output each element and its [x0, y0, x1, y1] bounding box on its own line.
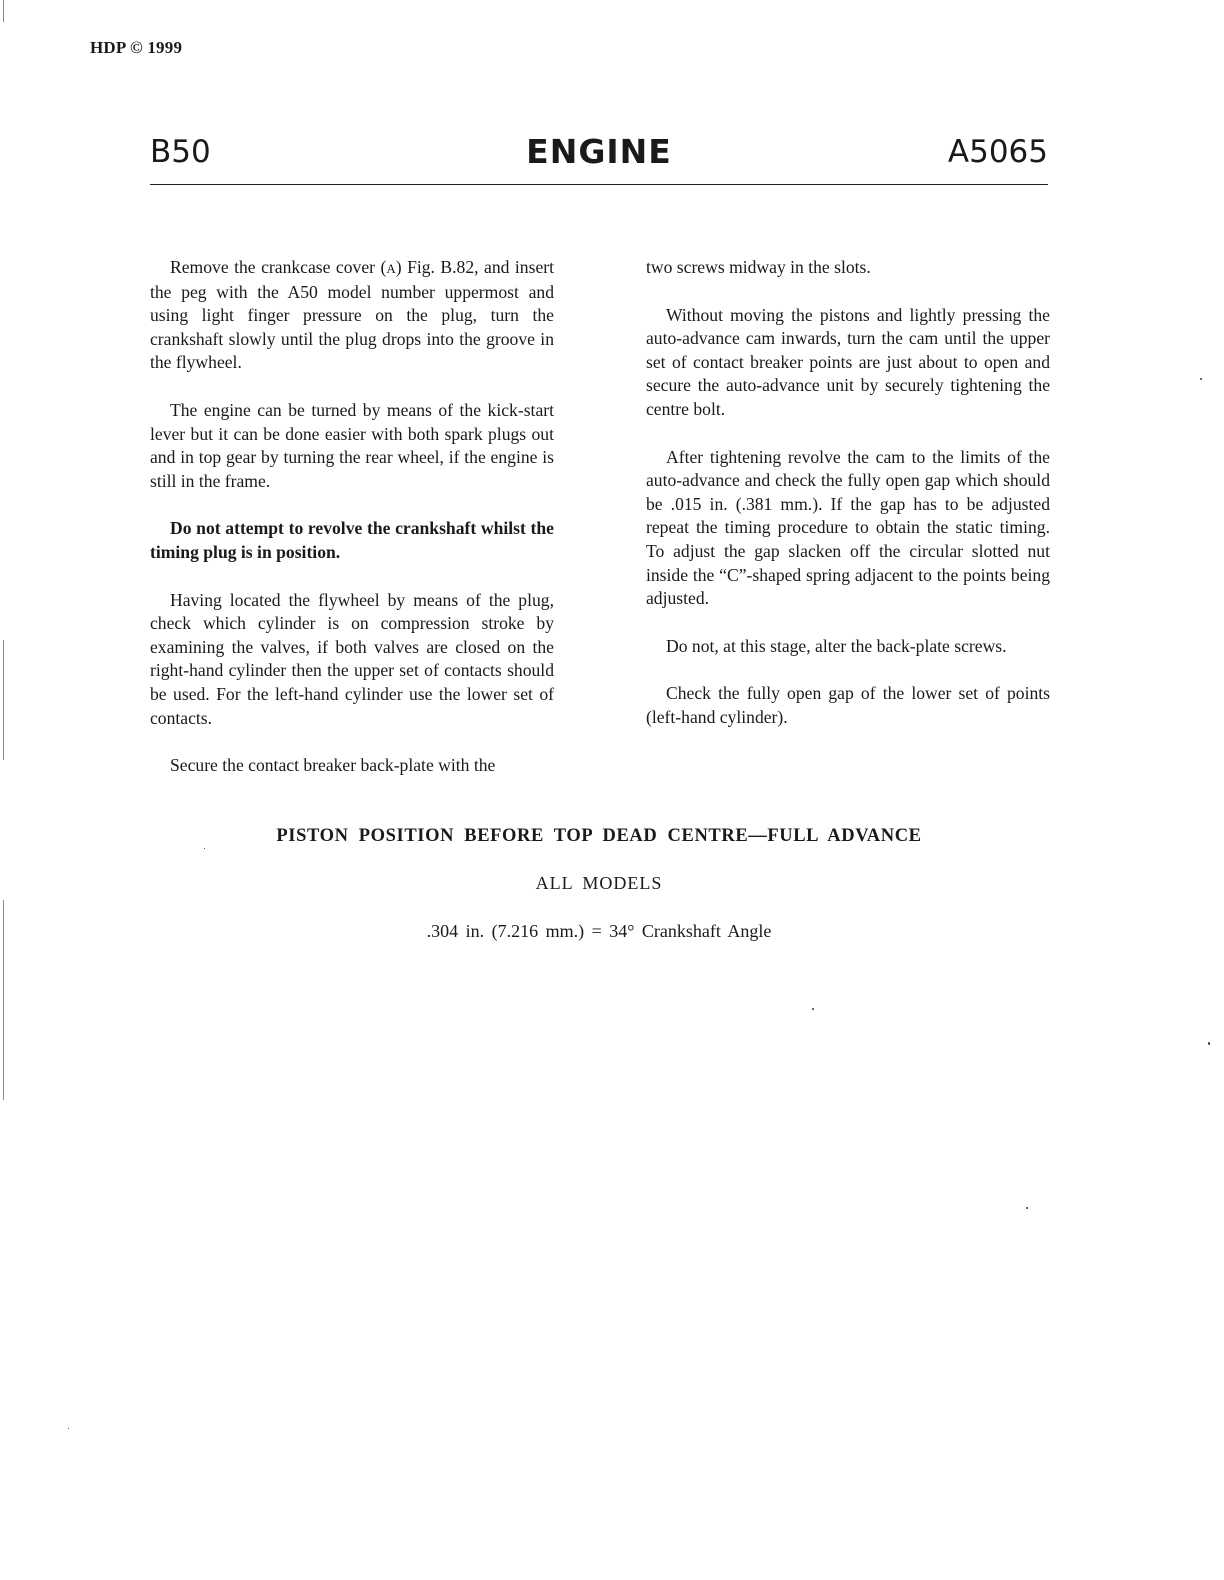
- speck: [68, 1428, 69, 1429]
- piston-position-value: .304 in. (7.216 mm.) = 34° Crankshaft Angle: [426, 921, 772, 941]
- paragraph: Remove the crankcase cover (A) Fig. B.82, and insert the peg with the A50 model number uppermost and using light finger pressure on the plug, turn the crankshaft slowly until the plug drops into the groove in the flywheel.: [150, 257, 555, 373]
- scan-edge-line: [3, 0, 4, 22]
- paragraph: Check the fully open gap of the lower set of points (left-hand cylinder).: [646, 683, 1050, 727]
- section-subtitle: ALL MODELS: [535, 873, 663, 893]
- speck: [204, 848, 205, 849]
- header-part-number: A5065: [947, 134, 1048, 170]
- speck: [1026, 1207, 1028, 1209]
- scan-edge-line: [3, 900, 4, 1100]
- left-column: [150, 256, 554, 802]
- paragraph: The engine can be turned by means of the kick-start lever but it can be done easier with both spark plugs out and in top gear by turning the rear wheel, if the engine is still in the frame.: [150, 399, 554, 491]
- header-title: ENGINE: [526, 132, 672, 171]
- section-title: PISTON POSITION BEFORE TOP DEAD CENTRE—FULL ADVANCE: [276, 826, 922, 846]
- page-header: [150, 132, 1048, 185]
- copyright-notice: HDP © 1999: [90, 38, 183, 57]
- speck: [812, 1008, 814, 1010]
- callout-letter: A: [386, 261, 396, 276]
- scan-edge-line: [3, 640, 4, 760]
- warning-paragraph: Do not attempt to revolve the crankshaft whilst the timing plug is in position.: [150, 518, 554, 562]
- paragraph: Secure the contact breaker back-plate with the: [170, 755, 496, 776]
- speck: [1200, 378, 1202, 380]
- header-section-code: B50: [150, 134, 211, 170]
- paragraph: Having located the flywheel by means of the plug, check which cylinder is on compression stroke by examining the valves, if both valves are closed on the right-hand cylinder then the upper set of contacts should be used. For the left-hand cylinder use the lower set of contacts.: [150, 589, 554, 728]
- speck: [1208, 1042, 1210, 1045]
- paragraph: Without moving the pistons and lightly pressing the auto-advance cam inwards, turn the cam until the upper set of contact breaker points are just about to open and secure the auto-advance unit by securely tightening the centre bolt.: [646, 304, 1050, 419]
- right-column: [646, 256, 1050, 754]
- paragraph: Do not, at this stage, alter the back-plate screws.: [666, 635, 1007, 656]
- paragraph: After tightening revolve the cam to the limits of the auto-advance and check the fully open gap which should be .015 in. (.381 mm.). If the gap has to be adjusted repeat the timing procedure to obtain the static timing. To adjust the gap slacken off the circular slotted nut inside the “C”-shaped spring adjacent to the points being adjusted.: [646, 446, 1050, 609]
- paragraph: two screws midway in the slots.: [646, 257, 871, 277]
